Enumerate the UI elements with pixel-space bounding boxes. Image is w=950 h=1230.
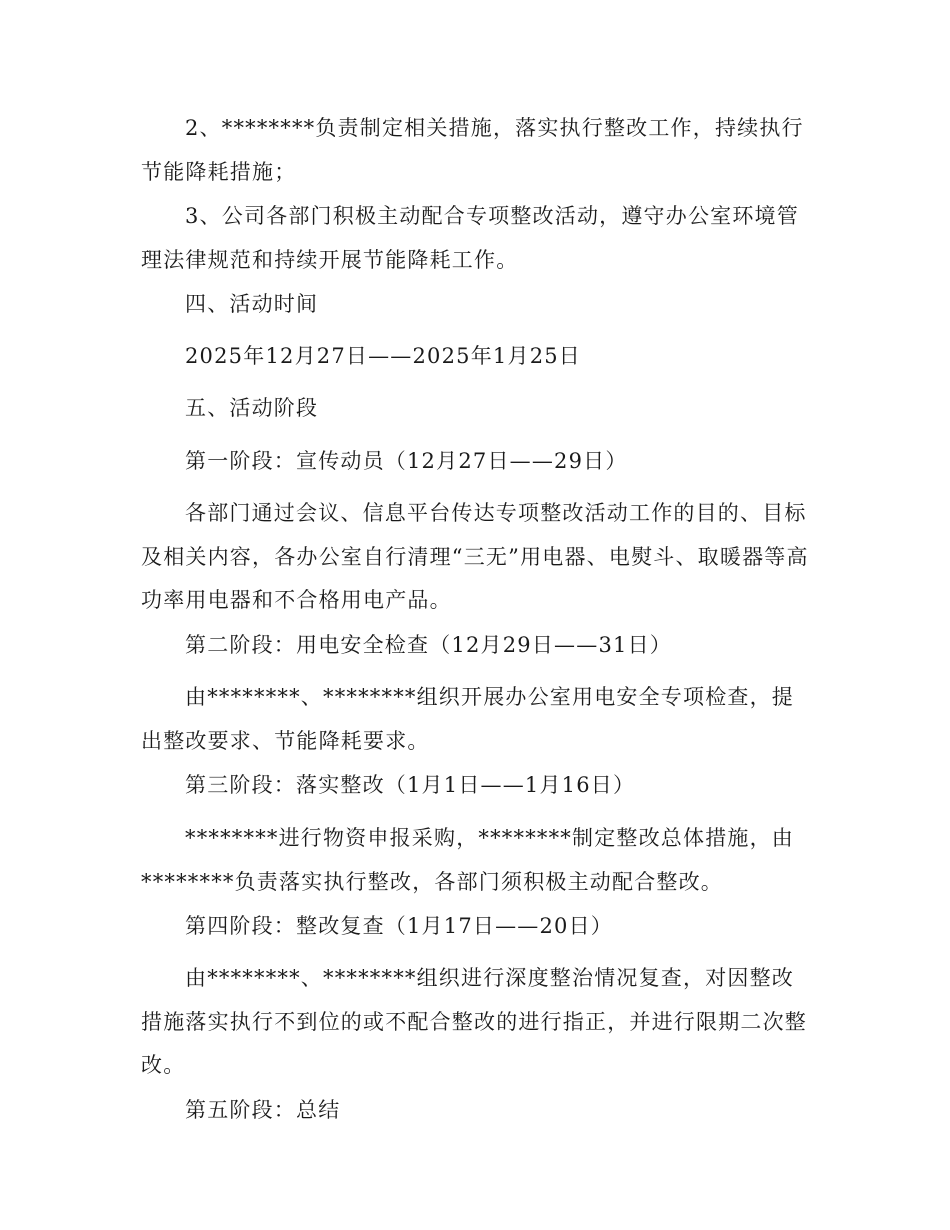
stage-3-description: ********进行物资申报采购，********制定整改总体措施，由********负责落实执行整改，各部门须积极主动配合整改。	[141, 826, 794, 894]
stage-4-description: 由********、********组织进行深度整治情况复查，对因整改措施落实执行不到位的或不配合整改的进行指正，并进行限期二次整改。	[141, 966, 807, 1077]
stage-1-title: 第一阶段：宣传动员（12月27日——29日）	[185, 449, 628, 473]
stage-1-description: 各部门通过会议、信息平台传达专项整改活动工作的目的、目标及相关内容，各办公室自行清理“三无”用电器、电熨斗、取暖器等高功率用电器和不合格用电产品。	[141, 501, 809, 612]
stage-2-description: 由********、********组织开展办公室用电安全专项检查，提出整改要求、节能降耗要求。	[141, 685, 794, 753]
section-heading-activity-stages: 五、活动阶段	[185, 396, 319, 420]
section-heading-activity-time: 四、活动时间	[185, 292, 319, 316]
activity-date-range: 2025年12月27日——2025年1月25日	[185, 344, 582, 368]
stage-5-title: 第五阶段：总结	[185, 1098, 341, 1122]
stage-2-title: 第二阶段：用电安全检查（12月29日——31日）	[185, 633, 672, 657]
paragraph-responsibility-2: 2、********负责制定相关措施，落实执行整改工作，持续执行节能降耗措施；	[141, 116, 804, 184]
stage-4-title: 第四阶段：整改复查（1月17日——20日）	[185, 914, 614, 938]
paragraph-responsibility-3: 3、公司各部门积极主动配合专项整改活动，遵守办公室环境管理法律规范和持续开展节能降耗工作。	[141, 204, 799, 272]
stage-3-title: 第三阶段：落实整改（1月1日——1月16日）	[185, 773, 636, 797]
